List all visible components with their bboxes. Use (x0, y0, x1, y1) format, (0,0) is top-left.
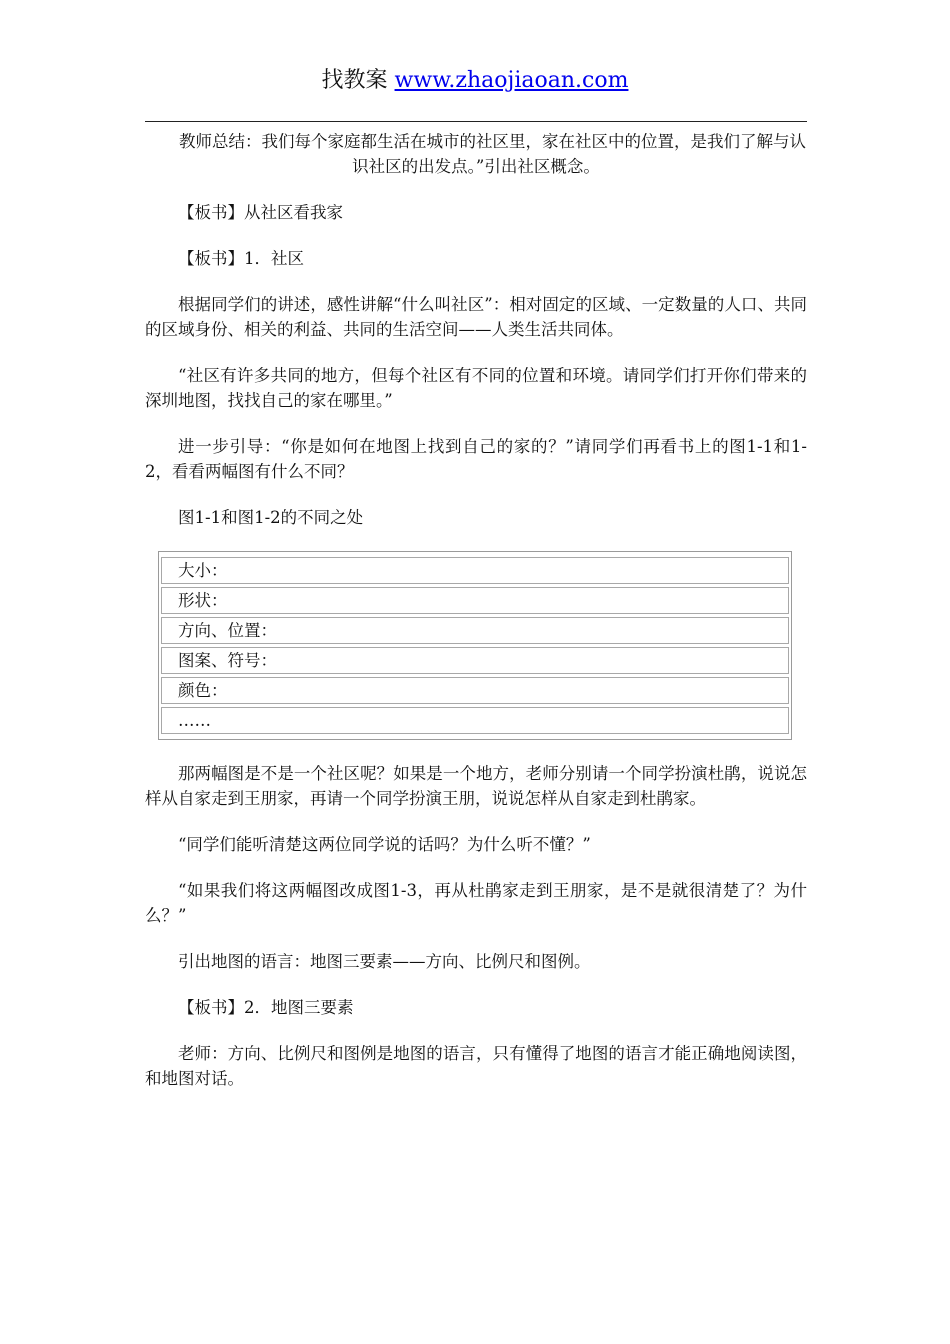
paragraph-teacher-summary: 教师总结：我们每个家庭都生活在城市的社区里，家在社区中的位置，是我们了解与认识社区的出发点。”引出社区概念。 (179, 132, 806, 176)
paragraph-board-title: 【板书】从社区看我家 (178, 203, 343, 222)
page-header (0, 66, 950, 96)
table-cell: 大小： (161, 557, 789, 584)
paragraph-map-language: 引出地图的语言：地图三要素——方向、比例尺和图例。 (178, 952, 591, 971)
site-link[interactable]: www.zhaojiaoan.com (394, 68, 629, 93)
paragraph-board-community: 【板书】1．社区 (178, 249, 304, 268)
paragraph-question-map: “如果我们将这两幅图改成图1-3，再从杜鹃家走到王朋家，是不是就很清楚了？为什么？” (145, 881, 807, 925)
table-row (161, 707, 789, 734)
table-cell: 图案、符号： (161, 647, 789, 674)
table-row (161, 617, 789, 644)
table-cell: 方向、位置： (161, 617, 789, 644)
header-divider (145, 121, 807, 122)
table-row (161, 677, 789, 704)
table-row (161, 647, 789, 674)
table-cell: …… (161, 707, 789, 734)
table-row (161, 587, 789, 614)
table-cell: 颜色： (161, 677, 789, 704)
paragraph-table-caption: 图1-1和图1-2的不同之处 (178, 508, 364, 527)
paragraph-same-community: 那两幅图是不是一个社区呢？如果是一个地方，老师分别请一个同学扮演杜鹃，说说怎样从自家走到王朋家，再请一个同学扮演王朋，说说怎样从自家走到杜鹃家。 (145, 764, 807, 808)
site-name: 找教案 (321, 68, 388, 93)
paragraph-teacher-conclusion: 老师：方向、比例尺和图例是地图的语言，只有懂得了地图的语言才能正确地阅读图，和地图对话。 (145, 1044, 807, 1088)
paragraph-guide: 进一步引导：“你是如何在地图上找到自己的家的？”请同学们再看书上的图1-1和1-2，看看两幅图有什么不同？ (145, 437, 807, 481)
table-row (161, 557, 789, 584)
paragraph-question-hear: “同学们能听清楚这两位同学说的话吗？为什么听不懂？” (178, 835, 591, 854)
paragraph-community-definition: 根据同学们的讲述，感性讲解“什么叫社区”：相对固定的区域、一定数量的人口、共同的区域身份、相关的利益、共同的生活空间——人类生活共同体。 (145, 295, 807, 339)
paragraph-board-map-elements: 【板书】2．地图三要素 (178, 998, 354, 1017)
table-cell: 形状： (161, 587, 789, 614)
document-body (145, 129, 807, 1091)
comparison-table (158, 551, 792, 740)
paragraph-find-home: “社区有许多共同的地方，但每个社区有不同的位置和环境。请同学们打开你们带来的深圳地图，找找自己的家在哪里。” (145, 366, 807, 410)
